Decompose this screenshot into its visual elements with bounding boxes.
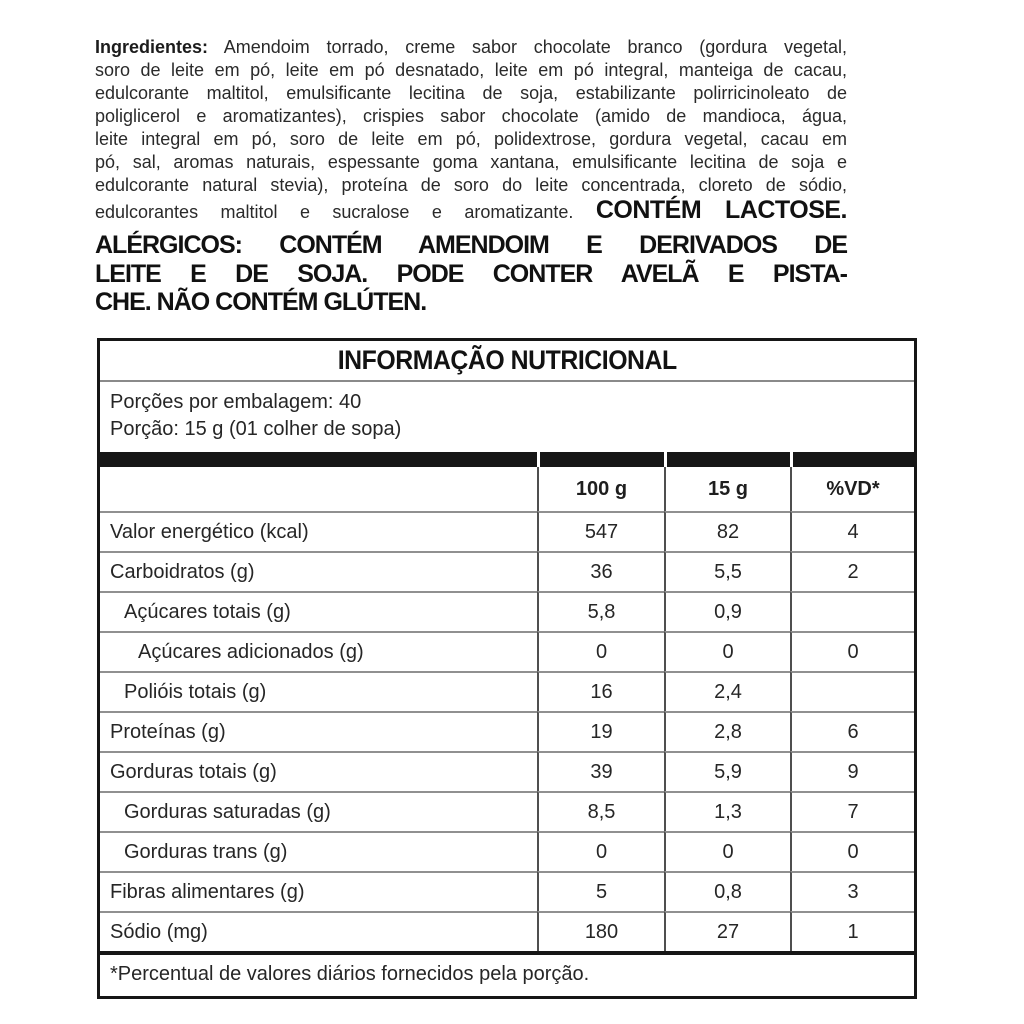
allergens-statement [95, 231, 847, 317]
column-header-100g: 100 g [537, 467, 664, 511]
nutrition-table-title: INFORMAÇÃO NUTRICIONAL [100, 341, 914, 382]
row-value-vd: 0 [790, 831, 914, 871]
row-label: Fibras alimentares (g) [100, 871, 537, 911]
row-label: Açúcares adicionados (g) [100, 631, 537, 671]
row-value-15g: 27 [664, 911, 790, 951]
row-value-vd: 9 [790, 751, 914, 791]
row-value-100g: 5,8 [537, 591, 664, 631]
ingredient-line: leite integral em pó, soro de leite em pó, polidextrose, gordura vegetal, cacau em [95, 129, 847, 149]
contains-lactose-statement: CONTÉM LACTOSE. [595, 196, 847, 224]
label-text-block [95, 36, 847, 317]
row-value-100g: 180 [537, 911, 664, 951]
row-value-vd: 6 [790, 711, 914, 751]
row-label: Gorduras trans (g) [100, 831, 537, 871]
row-value-15g: 0 [664, 831, 790, 871]
serving-info [100, 382, 914, 452]
header-bar-segment [537, 452, 664, 467]
ingredient-line: poliglicerol e aromatizantes), crispies sabor chocolate (amido de mandioca, água, [95, 106, 847, 126]
servings-per-package: Porções por embalagem: 40 [110, 391, 362, 413]
row-value-100g: 547 [537, 511, 664, 551]
header-bar-segment [664, 452, 790, 467]
column-header-15g: 15 g [664, 467, 790, 511]
row-label: Açúcares totais (g) [100, 591, 537, 631]
row-value-15g: 0 [664, 631, 790, 671]
ingredient-line [95, 197, 847, 226]
ingredient-line: edulcorante natural stevia), proteína de soro do leite concentrada, cloreto de sódio, [95, 175, 847, 195]
ingredient-line: soro de leite em pó, leite em pó desnatado, leite em pó integral, manteiga de cacau, [95, 60, 847, 80]
allergen-line: CHE. NÃO CONTÉM GLÚTEN. [95, 288, 427, 316]
row-value-15g: 82 [664, 511, 790, 551]
row-value-100g: 0 [537, 631, 664, 671]
ingredient-line: pó, sal, aromas naturais, espessante goma xantana, emulsificante lecitina de soja e [95, 152, 847, 172]
row-value-100g: 39 [537, 751, 664, 791]
row-value-vd: 1 [790, 911, 914, 951]
allergen-line: LEITE E DE SOJA. PODE CONTER AVELÃ E PISTA- [95, 259, 847, 288]
header-bar-segment [100, 452, 537, 467]
row-value-100g: 8,5 [537, 791, 664, 831]
header-bar-segment [790, 452, 914, 467]
row-label: Sódio (mg) [100, 911, 537, 951]
ingredients-label: Ingredientes: [95, 37, 209, 57]
row-value-15g: 0,9 [664, 591, 790, 631]
row-value-100g: 5 [537, 871, 664, 911]
row-value-vd [790, 671, 914, 711]
row-value-vd [790, 591, 914, 631]
ingredient-text: Amendoim torrado, creme sabor chocolate branco (gordura vegetal, [223, 37, 847, 57]
row-label: Gorduras totais (g) [100, 751, 537, 791]
ingredient-text: edulcorantes maltitol e sucralose e aromatizante. [95, 202, 574, 222]
row-label: Polióis totais (g) [100, 671, 537, 711]
nutrition-facts-table [97, 338, 917, 999]
ingredients-paragraph [95, 36, 847, 226]
row-value-vd: 4 [790, 511, 914, 551]
row-value-15g: 5,9 [664, 751, 790, 791]
row-value-15g: 5,5 [664, 551, 790, 591]
row-label: Valor energético (kcal) [100, 511, 537, 551]
row-value-100g: 16 [537, 671, 664, 711]
row-label: Carboidratos (g) [100, 551, 537, 591]
ingredient-line [95, 36, 847, 59]
row-label: Proteínas (g) [100, 711, 537, 751]
row-value-vd: 3 [790, 871, 914, 911]
row-value-15g: 0,8 [664, 871, 790, 911]
ingredient-line: edulcorante maltitol, emulsificante lecitina de soja, estabilizante polirricinoleato de [95, 83, 847, 103]
row-value-15g: 2,8 [664, 711, 790, 751]
portion-size: Porção: 15 g (01 colher de sopa) [110, 418, 402, 440]
column-header-empty [100, 467, 537, 511]
row-value-15g: 1,3 [664, 791, 790, 831]
daily-values-footnote: *Percentual de valores diários fornecidos pela porção. [100, 951, 914, 996]
row-value-100g: 0 [537, 831, 664, 871]
row-value-vd: 0 [790, 631, 914, 671]
row-value-15g: 2,4 [664, 671, 790, 711]
row-value-100g: 19 [537, 711, 664, 751]
row-label: Gorduras saturadas (g) [100, 791, 537, 831]
nutrition-grid [100, 452, 914, 951]
row-value-vd: 2 [790, 551, 914, 591]
allergen-line: ALÉRGICOS: CONTÉM AMENDOIM E DERIVADOS DE [95, 231, 847, 259]
row-value-100g: 36 [537, 551, 664, 591]
row-value-vd: 7 [790, 791, 914, 831]
column-header-vd: %VD* [790, 467, 914, 511]
